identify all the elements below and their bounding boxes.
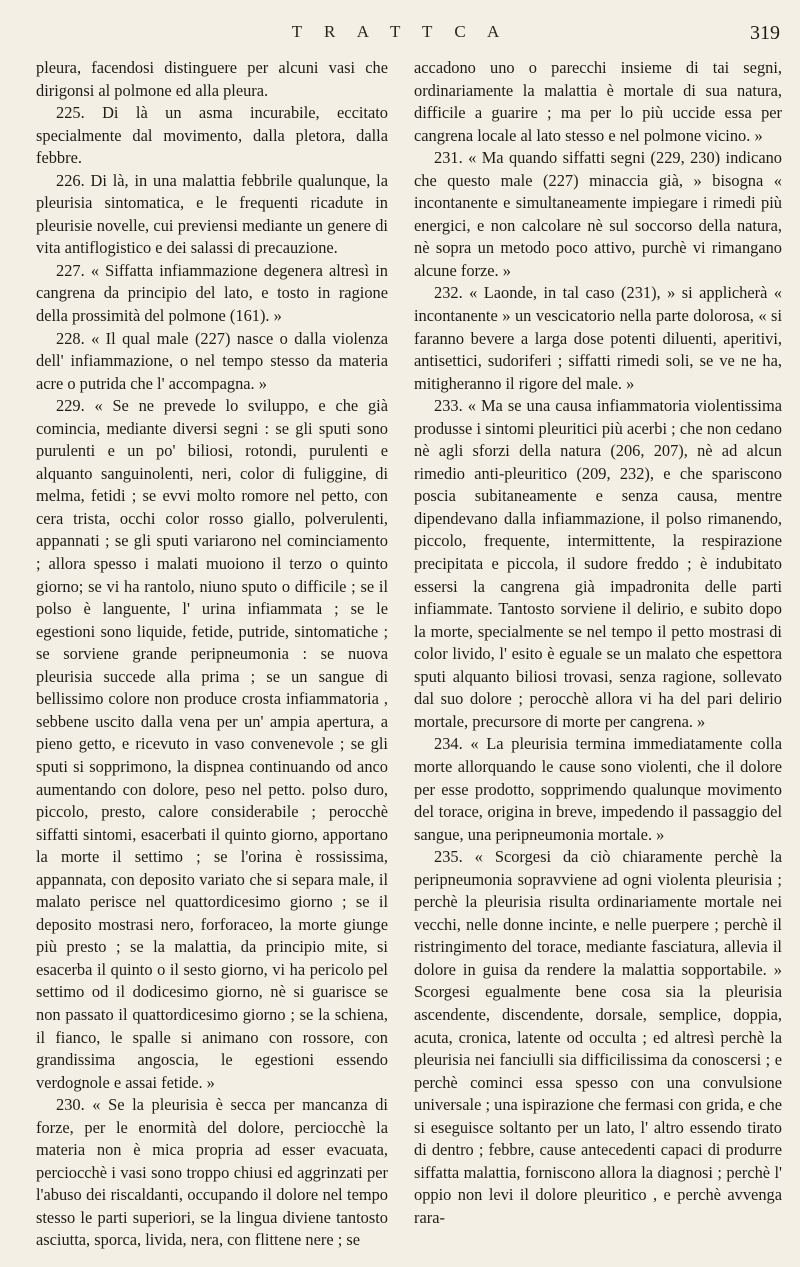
paragraph: 225. Di là un asma incurabile, eccitato specialmente dal movimento, dalla pletora, dalla febbre. bbox=[36, 103, 388, 168]
paragraph: accadono uno o parecchi insieme di tai segni, ordinariamente la malattia è mortale di sua natura, difficile a guarire ; ma per lo più uccide essa per cangrena locale al lato stesso e nel polmone vicino. » bbox=[414, 58, 782, 145]
paragraph: 228. « Il qual male (227) nasce o dalla violenza dell' infiammazione, o nel tempo stesso da materia acre o putrida che l' accompagna. » bbox=[36, 328, 388, 393]
paragraph: 226. Di là, in una malattia febbrile qualunque, la pleurisia sintomatica, e le frequenti ricadute in pleurisie novelle, cui previensi mediante un genere di vita antiflogistico e dei salassi di precauzione. bbox=[36, 170, 388, 258]
page-header bbox=[0, 22, 800, 52]
paragraph: 232. « Laonde, in tal caso (231), » si applicherà « incontanente » un vescicatorio nella parte dolorosa, « si faranno bevere a larga dose potenti diluenti, aperitivi, antisettici, sudoriferi ; siffatti rimedi soli, se ve ne ha, mitigheranno il rigore del male. » bbox=[414, 283, 782, 393]
running-head: T R A T T C A bbox=[291, 22, 509, 41]
paragraph: 235. « Scorgesi da ciò chiaramente perchè la peripneumonia sopravviene ad ogni violenta pleurisia ; perchè la pleurisia risulta ordinariamente mortale nei vecchi, nelle donne incinte, e nelle puerpere ; perchè il ristringimento del torace, mediante fasciatura, allevia il dolore in guisa da rendere la malattia sopportabile. » Scorgesi egualmente bene cosa sia la pleurisia ascendente, discendente, dorsale, semplice, doppia, acuta, cronica, latente od occulta ; ed altresì perchè la pleurisia nei fanciulli sia difficilissima da conoscersi ; e perchè cominci essa spesso con una convulsione universale ; una ispirazione che fermasi con grida, e che si eseguisce soltanto per un lato, l' altro essendo tirato di dentro ; febbre, cause antecedenti capaci di produrre siffatta malattia, forniscono allora la diagnosi ; perchè l' oppio non levi il dolore pleuritico , e perchè avvenga rara- bbox=[414, 847, 782, 1227]
paragraph: 231. « Ma quando siffatti segni (229, 230) indicano che questo male (227) minaccia già, » bisogna « incontanente e simultaneamente impiegare i rimedi più energici, e non calcolare nè sul soccorso della natura, nè sopra un metodo poco attivo, purchè vi rimangano alcune forze. » bbox=[414, 148, 782, 280]
left-column bbox=[36, 57, 388, 1252]
paragraph: 229. « Se ne prevede lo sviluppo, e che già comincia, mediante diversi segni : se gli sputi sono purulenti e un po' biliosi, rotondi, purulenti e alquanto sanguinolenti, neri, color di fuliggine, di melma, fetidi ; se evvi molto romore nel petto, con cera trista, occhi color rosso giallo, polverulenti, appannati ; se gli sputi variarono nel cominciamento ; allora spesso i malati muoiono il terzo o quinto giorno; se vi ha rantolo, niuno sputo o difficile ; se il polso è languente, l' urina infiammata ; se le egestioni sono liquide, fetide, putride, sintomatiche ; se sorviene grande peripneumonia : se nuova pleurisia succede alla prima ; se un sangue di bellissimo colore non produce crosta infiammatoria , sebbene uscito dalla vena per un' ampia apertura, a pieno getto, e ricevuto in vaso convenevole ; se gli sputi si sopprimono, la dispnea continuando od anco aumentando con dolore, peso nel petto. polso duro, piccolo, presto, calore considerabile ; perocchè siffatti sintomi, esacerbati il quinto giorno, apportano la morte il settimo ; se l'orina è rossissima, appannata, con deposito variato che si separa male, il malato perisce nel quattordicesimo giorno ; se il deposito mostrasi nero, forforaceo, la morte giunge più presto ; se la malattia, da principio mite, si esacerba il quinto o il sesto giorno, vi ha pericolo pel settimo od il dodicesimo giorno, nè si guarisce se non passato il quattordicesimo giorno ; se la schiena, il fianco, le spalle si animano con rossore, con grandissima angoscia, le egestioni essendo verdognole e assai fetide. » bbox=[36, 396, 388, 1092]
paragraph: 227. « Siffatta infiammazione degenera altresì in cangrena da principio del lato, e tosto in ragione della prossimità del polmone (161). » bbox=[36, 260, 388, 326]
paragraph: pleura, facendosi distinguere per alcuni vasi che dirigonsi al polmone ed alla pleura. bbox=[36, 58, 388, 100]
paragraph: 230. « Se la pleurisia è secca per mancanza di forze, per le enormità del dolore, perciocchè la materia non è mica propria ad esser evacuata, perciocchè i vasi sono troppo chiusi ed aggrinzati per l'abuso dei riscaldanti, occupando il dolore nel tempo stesso le parti superiori, se la lingua diviene tantosto asciutta, sporca, livida, nera, con flittene nere ; se bbox=[36, 1095, 388, 1250]
page-number: 319 bbox=[750, 22, 780, 44]
paragraph: 233. « Ma se una causa infiammatoria violentissima produsse i sintomi pleuritici più acerbi ; che non cedano nè agli sforzi della natura (206, 207), nè ad alcun rimedio anti-pleuritico (209, 232), e che spariscono poscia subitaneamente e senza causa, mentre dipendevano dalla infiammazione, il polso rimanendo, piccolo, frequente, intermittente, la respirazione precipitata e piccola, il sudore freddo ; è indubitato essersi la cangrena già impadronita delle parti infiammate. Tantosto sorviene il delirio, e subito dopo la morte, specialmente se nel tempo il petto mostrasi di color livido, l' esito è eguale se un malato che espettora sputi alquanto biliosi trovasi, senza ragione, sollevato dal suo dolore ; perocchè allora vi ha del pari delirio mortale, precursore di morte per cangrena. » bbox=[414, 396, 782, 731]
right-column bbox=[414, 57, 782, 1252]
paragraph: 234. « La pleurisia termina immediatamente colla morte allorquando le cause sono violenti, che il dolore per esse prodotto, sopprimendo qualunque movimento del torace, origina in breve, impedendo il passaggio del sangue, una peripneumonia mortale. » bbox=[414, 734, 782, 844]
